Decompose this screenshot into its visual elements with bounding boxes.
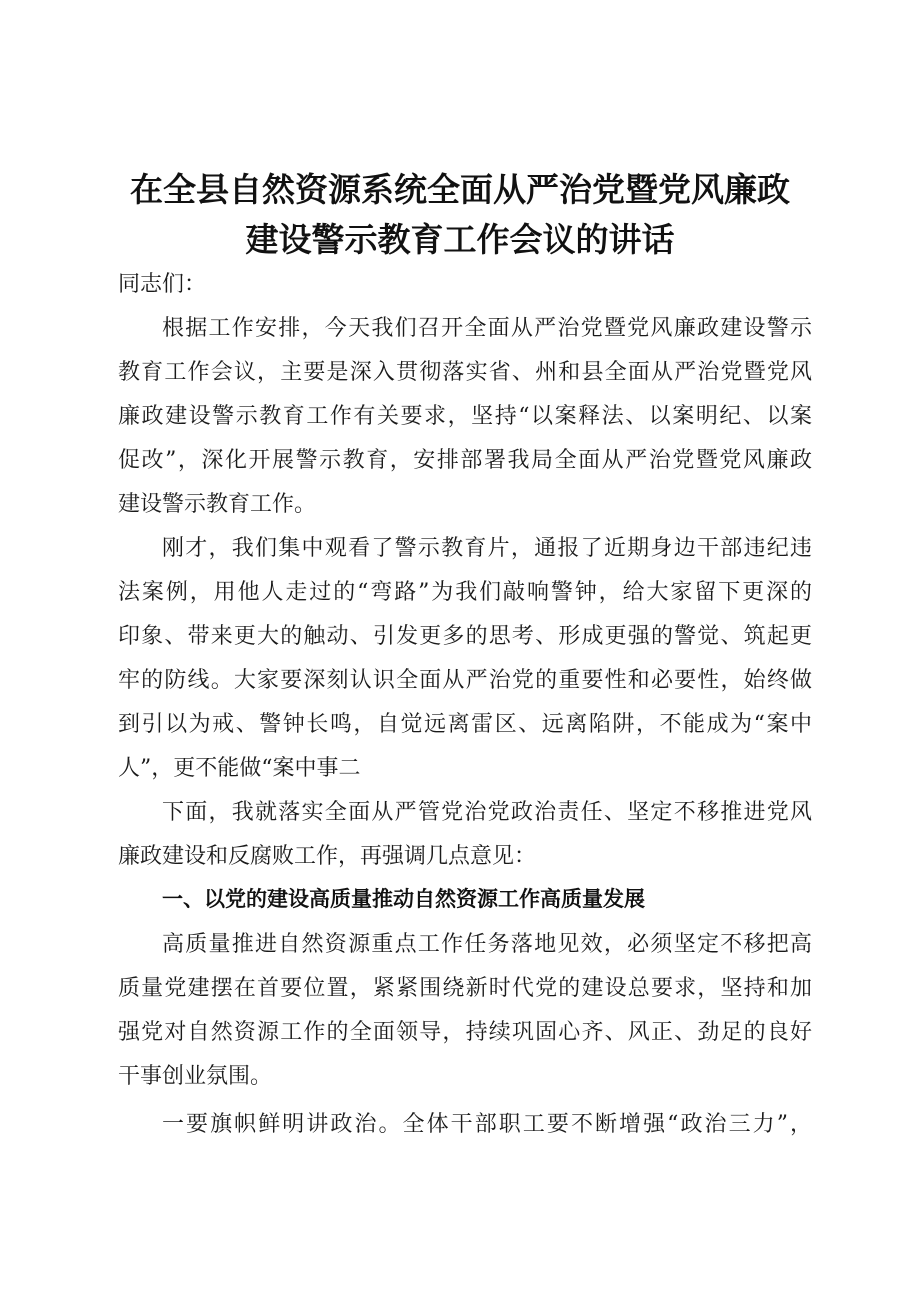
document-title-line-2: 建设警示教育工作会议的讲话 [245, 220, 675, 259]
document-title-line-1: 在全县自然资源系统全面从严治党暨党风廉政 [130, 170, 790, 209]
paragraph-line: 强党对自然资源工作的全面领导，持续巩固心齐、风正、劲足的良好 [118, 1020, 812, 1045]
paragraph-line: 到引以为戒、警钟长鸣，自觉远离雷区、远离陷阱，不能成为“案中 [118, 712, 812, 737]
paragraph-line: 牢的防线。大家要深刻认识全面从严治党的重要性和必要性，始终做 [118, 668, 812, 693]
paragraph-line: 廉政建设警示教育工作有关要求，坚持“以案释法、以案明纪、以案 [118, 404, 812, 429]
paragraph-line: 根据工作安排，今天我们召开全面从严治党暨党风廉政建设警示 [162, 316, 812, 341]
paragraph-line: 促改”，深化开展警示教育，安排部署我局全面从严治党暨党风廉政 [118, 448, 812, 473]
paragraph-line: 刚才，我们集中观看了警示教育片，通报了近期身边干部违纪违 [162, 536, 812, 561]
salutation: 同志们： [118, 272, 207, 297]
paragraph-line: 廉政建设和反腐败工作，再强调几点意见： [118, 844, 537, 869]
paragraph-line: 法案例，用他人走过的“弯路”为我们敲响警钟，给大家留下更深的 [118, 580, 812, 605]
paragraph-line: 教育工作会议，主要是深入贯彻落实省、州和县全面从严治党暨党风 [118, 360, 812, 385]
paragraph-line: 高质量推进自然资源重点工作任务落地见效，必须坚定不移把高 [162, 932, 812, 957]
section-heading-1: 一、以党的建设高质量推动自然资源工作高质量发展 [162, 887, 645, 911]
paragraph-line: 人”，更不能做“案中事二 [118, 756, 361, 781]
paragraph-line: 质量党建摆在首要位置，紧紧围绕新时代党的建设总要求，坚持和加 [118, 976, 812, 1001]
paragraph-line: 干事创业氛围。 [118, 1064, 273, 1089]
paragraph-line: 建设警示教育工作。 [118, 492, 317, 517]
paragraph-line: 印象、带来更大的触动、引发更多的思考、形成更强的警觉、筑起更 [118, 624, 812, 649]
paragraph-line: 一要旗帜鲜明讲政治。全体干部职工要不断增强“政治三力”， [162, 1112, 812, 1137]
paragraph-line: 下面，我就落实全面从严管党治党政治责任、坚定不移推进党风 [162, 800, 812, 825]
